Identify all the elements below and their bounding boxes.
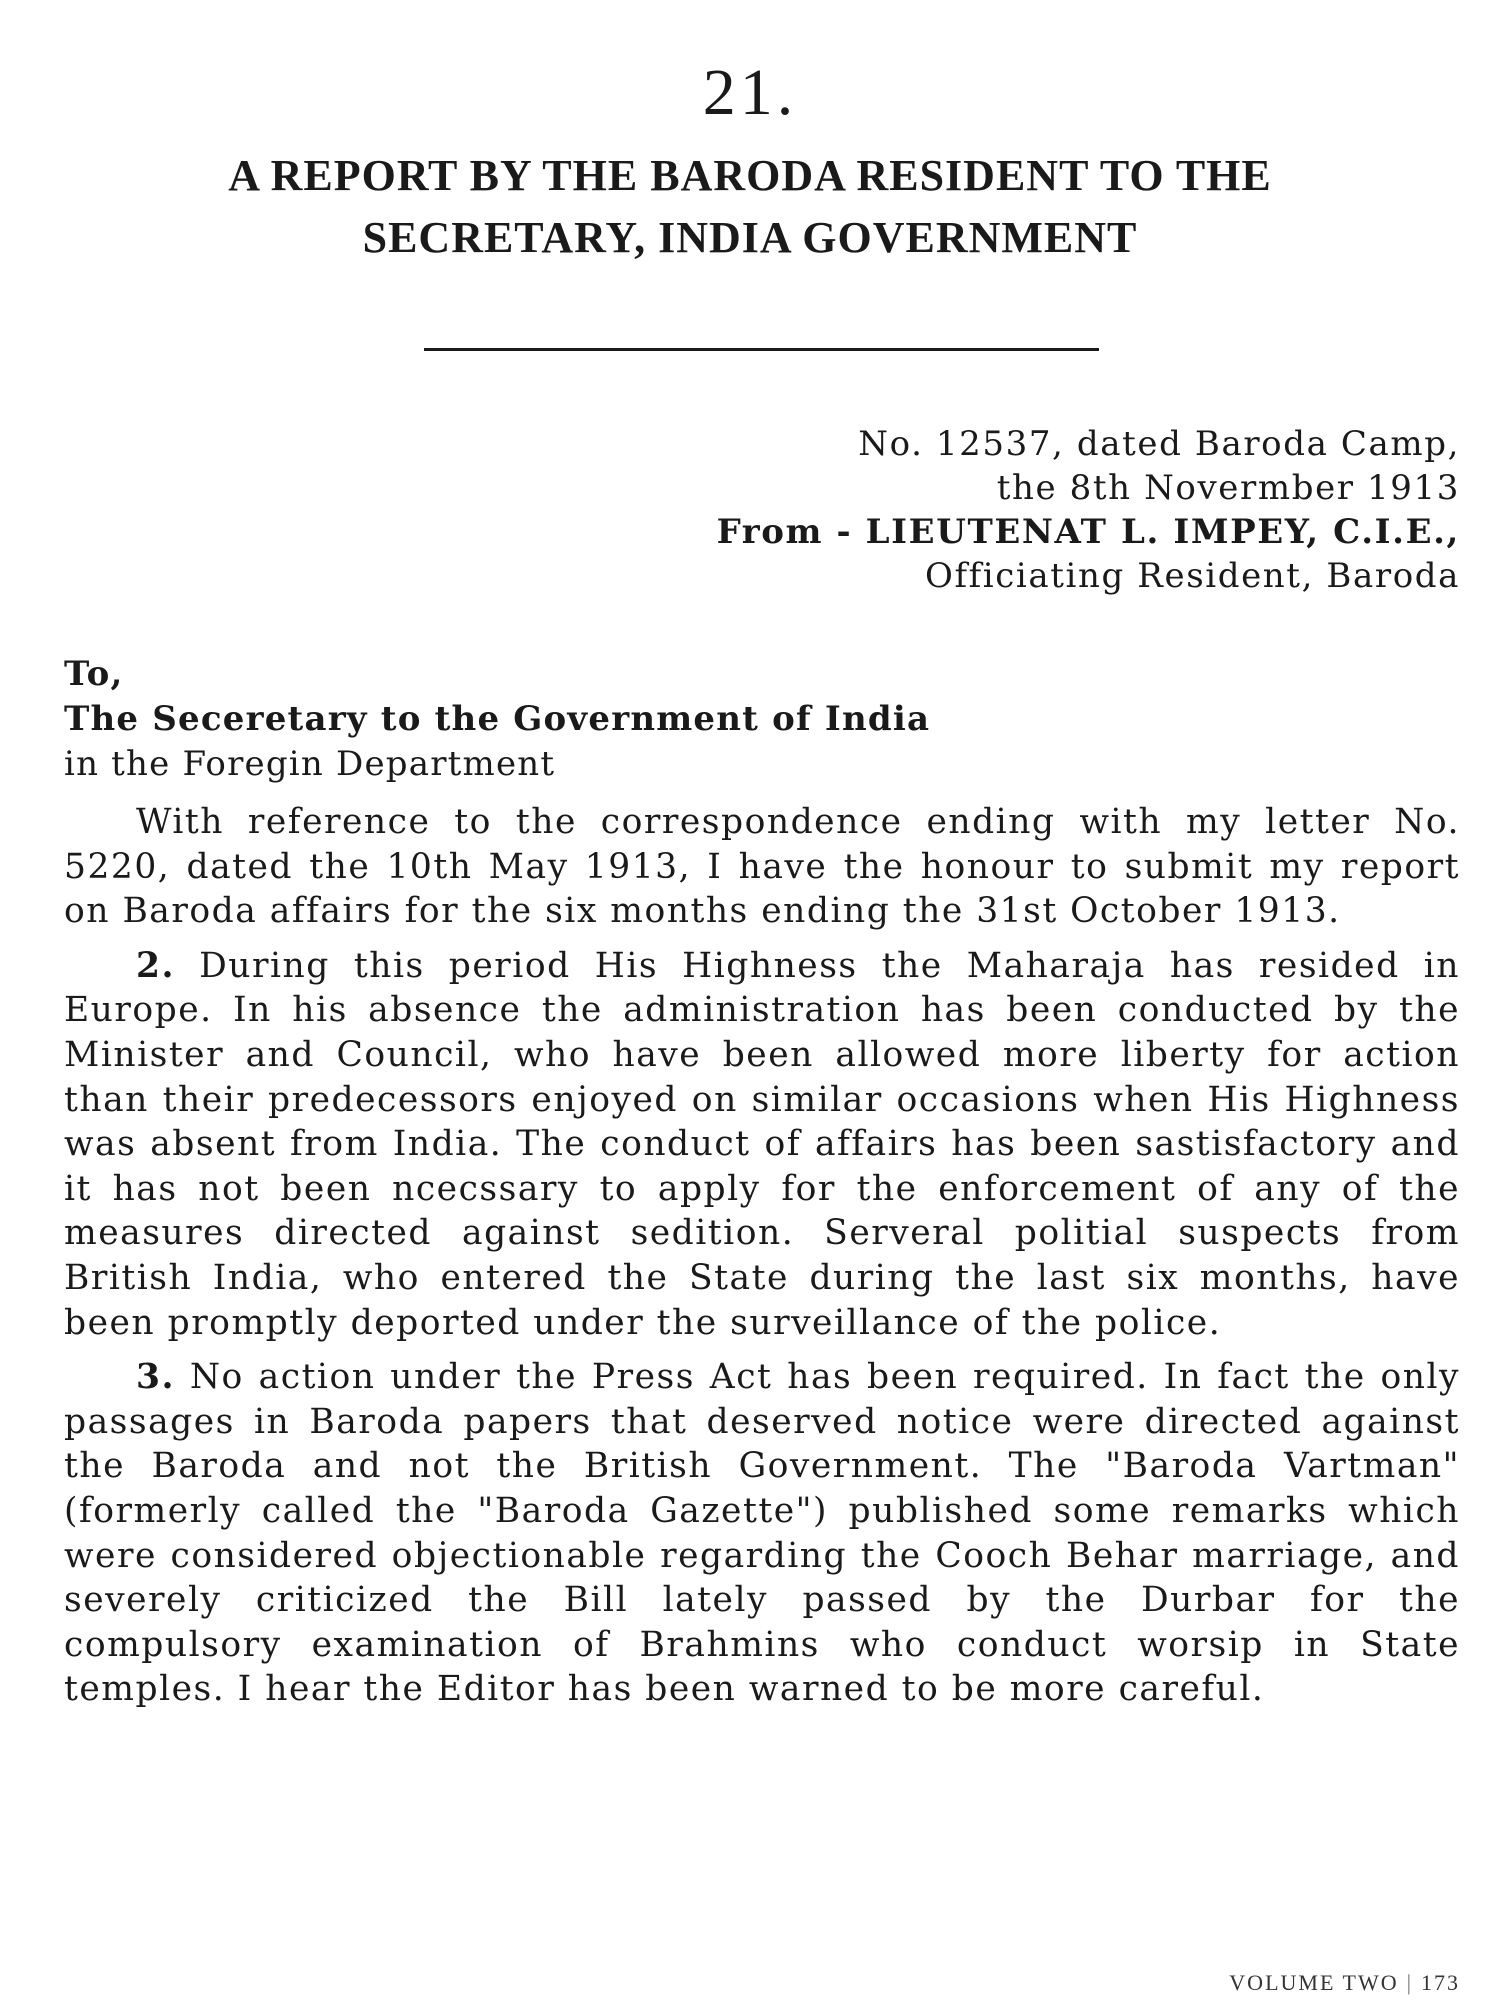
- document-number: 21.: [702, 56, 798, 129]
- document-title-line-2: SECRETARY, INDIA GOVERNMENT: [362, 213, 1138, 262]
- letter-body: [64, 800, 1460, 1722]
- salutation-to: To,: [64, 654, 124, 694]
- footer-separator: |: [1406, 1970, 1413, 1995]
- recipient-department: in the Foregin Department: [64, 744, 556, 784]
- document-title-line-1: A REPORT BY THE BARODA RESIDENT TO THE: [228, 151, 1272, 200]
- sender-line: From - LIEUTENAT L. IMPEY, C.I.E.,: [716, 512, 1460, 552]
- volume-label: VOLUME TWO: [1229, 1970, 1399, 1995]
- paragraph-2: [64, 944, 1460, 1345]
- paragraph-3: [64, 1355, 1460, 1712]
- recipient-title: The Seceretary to the Government of India: [64, 699, 931, 739]
- page-footer: [1229, 1970, 1460, 1996]
- page-number: 173: [1421, 1970, 1460, 1995]
- sender-title: Officiating Resident, Baroda: [924, 556, 1460, 596]
- paragraph-1: [64, 800, 1460, 934]
- reference-block: [560, 422, 1460, 598]
- paragraph-number: 3.: [136, 1357, 176, 1398]
- reference-number-line: No. 12537, dated Baroda Camp,: [858, 424, 1460, 464]
- paragraph-3-text: No action under the Press Act has been required. In fact the only passages in Baroda papers that deserved notice were directed against the Baroda and not the British Government. The "Baroda Vartman" (formerly called the "Baroda Gazette") published some remarks which were considered objectionable regarding the Cooch Behar marriage, and severely criticized the Bill lately passed by the Durbar for the compulsory examination of Brahmins who conduct worsip in State temples. I hear the Editor has been warned to be more careful.: [64, 1357, 1460, 1710]
- paragraph-2-text: During this period His Highness the Maharaja has resided in Europe. In his absence the administration has been conducted by the Minister and Council, who have been allowed more liberty for action than their predecessors enjoyed on similar occasions when His Highness was absent from India. The conduct of affairs has been sastisfactory and it has not been ncecssary to apply for the enforcement of any of the measures directed against sedition. Serveral politial suspects from British India, who entered the State during the last six months, have been promptly deported under the surveillance of the police.: [64, 945, 1460, 1343]
- reference-date-line: the 8th Novermber 1913: [996, 468, 1460, 508]
- paragraph-1-text: With reference to the correspondence ending with my letter No. 5220, dated the 10th May 1913, I have the honour to submit my report on Baroda affairs for the six months ending the 31st October 1913.: [64, 802, 1460, 932]
- title-divider: [424, 348, 1099, 351]
- document-title: [0, 145, 1500, 269]
- paragraph-number: 2.: [136, 945, 176, 986]
- addressee-block: [64, 652, 1464, 787]
